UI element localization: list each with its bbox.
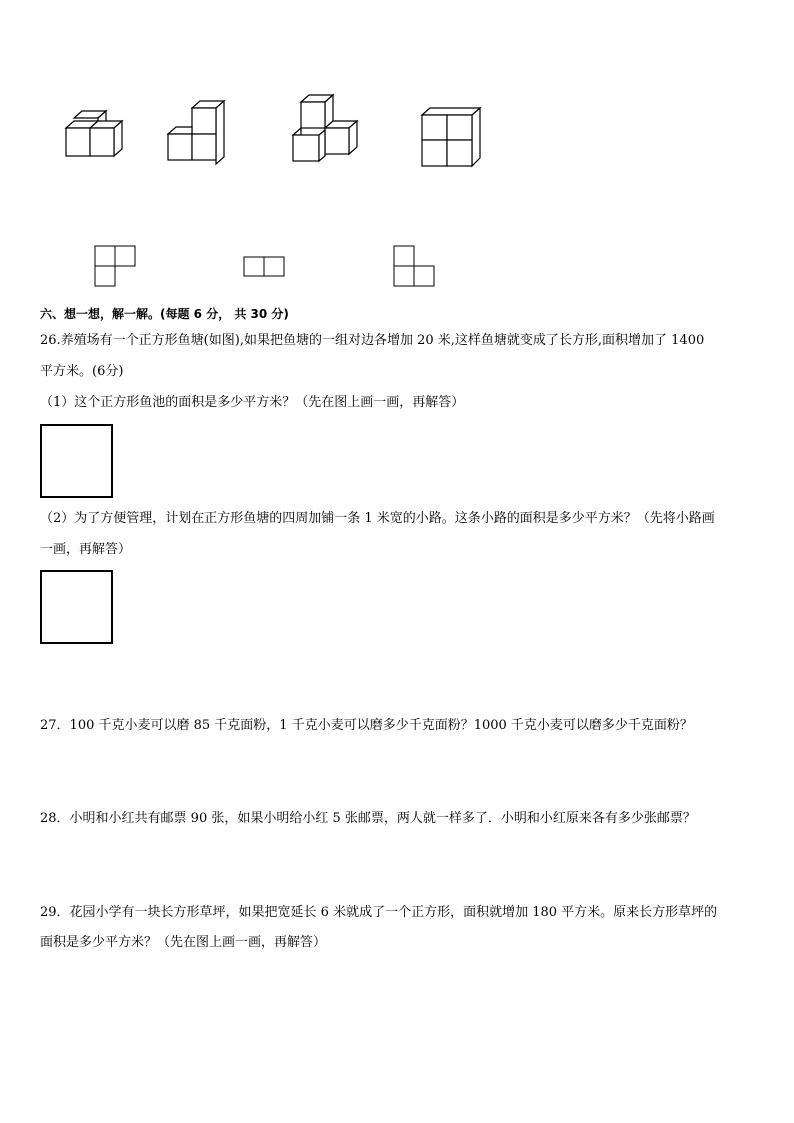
q26-line2: 平方米。(6分) bbox=[40, 364, 124, 379]
q28-text: 28．小明和小红共有邮票 90 张，如果小明给小红 5 张邮票，两人就一样多了．小明和小红原来各有多少张邮票？ bbox=[40, 811, 696, 826]
q29-line1: 29．花园小学有一块长方形草坪，如果把宽延长 6 米就成了一个正方形，面积就增加 180 平方米。原来长方形草坪的 bbox=[40, 905, 718, 920]
cube-figure-3 bbox=[293, 95, 357, 161]
q26-line1: 26.养殖场有一个正方形鱼塘(如图),如果把鱼塘的一组对边各增加 20 米,这样鱼塘就变成了长方形,面积增加了 1400 bbox=[40, 333, 705, 348]
view-figure-c bbox=[394, 246, 434, 286]
section-heading: 六、想一想，解一解。(每题 6 分， 共 30 分) bbox=[40, 307, 289, 321]
cube-figure-4 bbox=[422, 108, 480, 166]
q26-part2-line1: （2）为了方便管理，计划在正方形鱼塘的四周加铺一条 1 米宽的小路。这条小路的面积是多少平方米？（先将小路画 bbox=[40, 511, 715, 526]
q29-line2: 面积是多少平方米？（先在图上画一画，再解答） bbox=[40, 935, 327, 950]
cube-figure-1 bbox=[66, 111, 122, 156]
q26-part2-line2: 一画，再解答） bbox=[40, 542, 132, 557]
q26-part1: （1）这个正方形鱼池的面积是多少平方米？（先在图上画一画，再解答） bbox=[40, 395, 465, 410]
view-figure-b bbox=[244, 257, 284, 276]
square-pond-figure-1 bbox=[40, 424, 113, 498]
view-figure-a bbox=[95, 246, 135, 286]
cube-figure-2 bbox=[168, 101, 224, 164]
square-pond-figure-2 bbox=[40, 570, 113, 644]
q27-text: 27．100 千克小麦可以磨 85 千克面粉，1 千克小麦可以磨多少千克面粉？1000 千克小麦可以磨多少千克面粉？ bbox=[40, 718, 693, 733]
cube-figures bbox=[0, 0, 794, 300]
